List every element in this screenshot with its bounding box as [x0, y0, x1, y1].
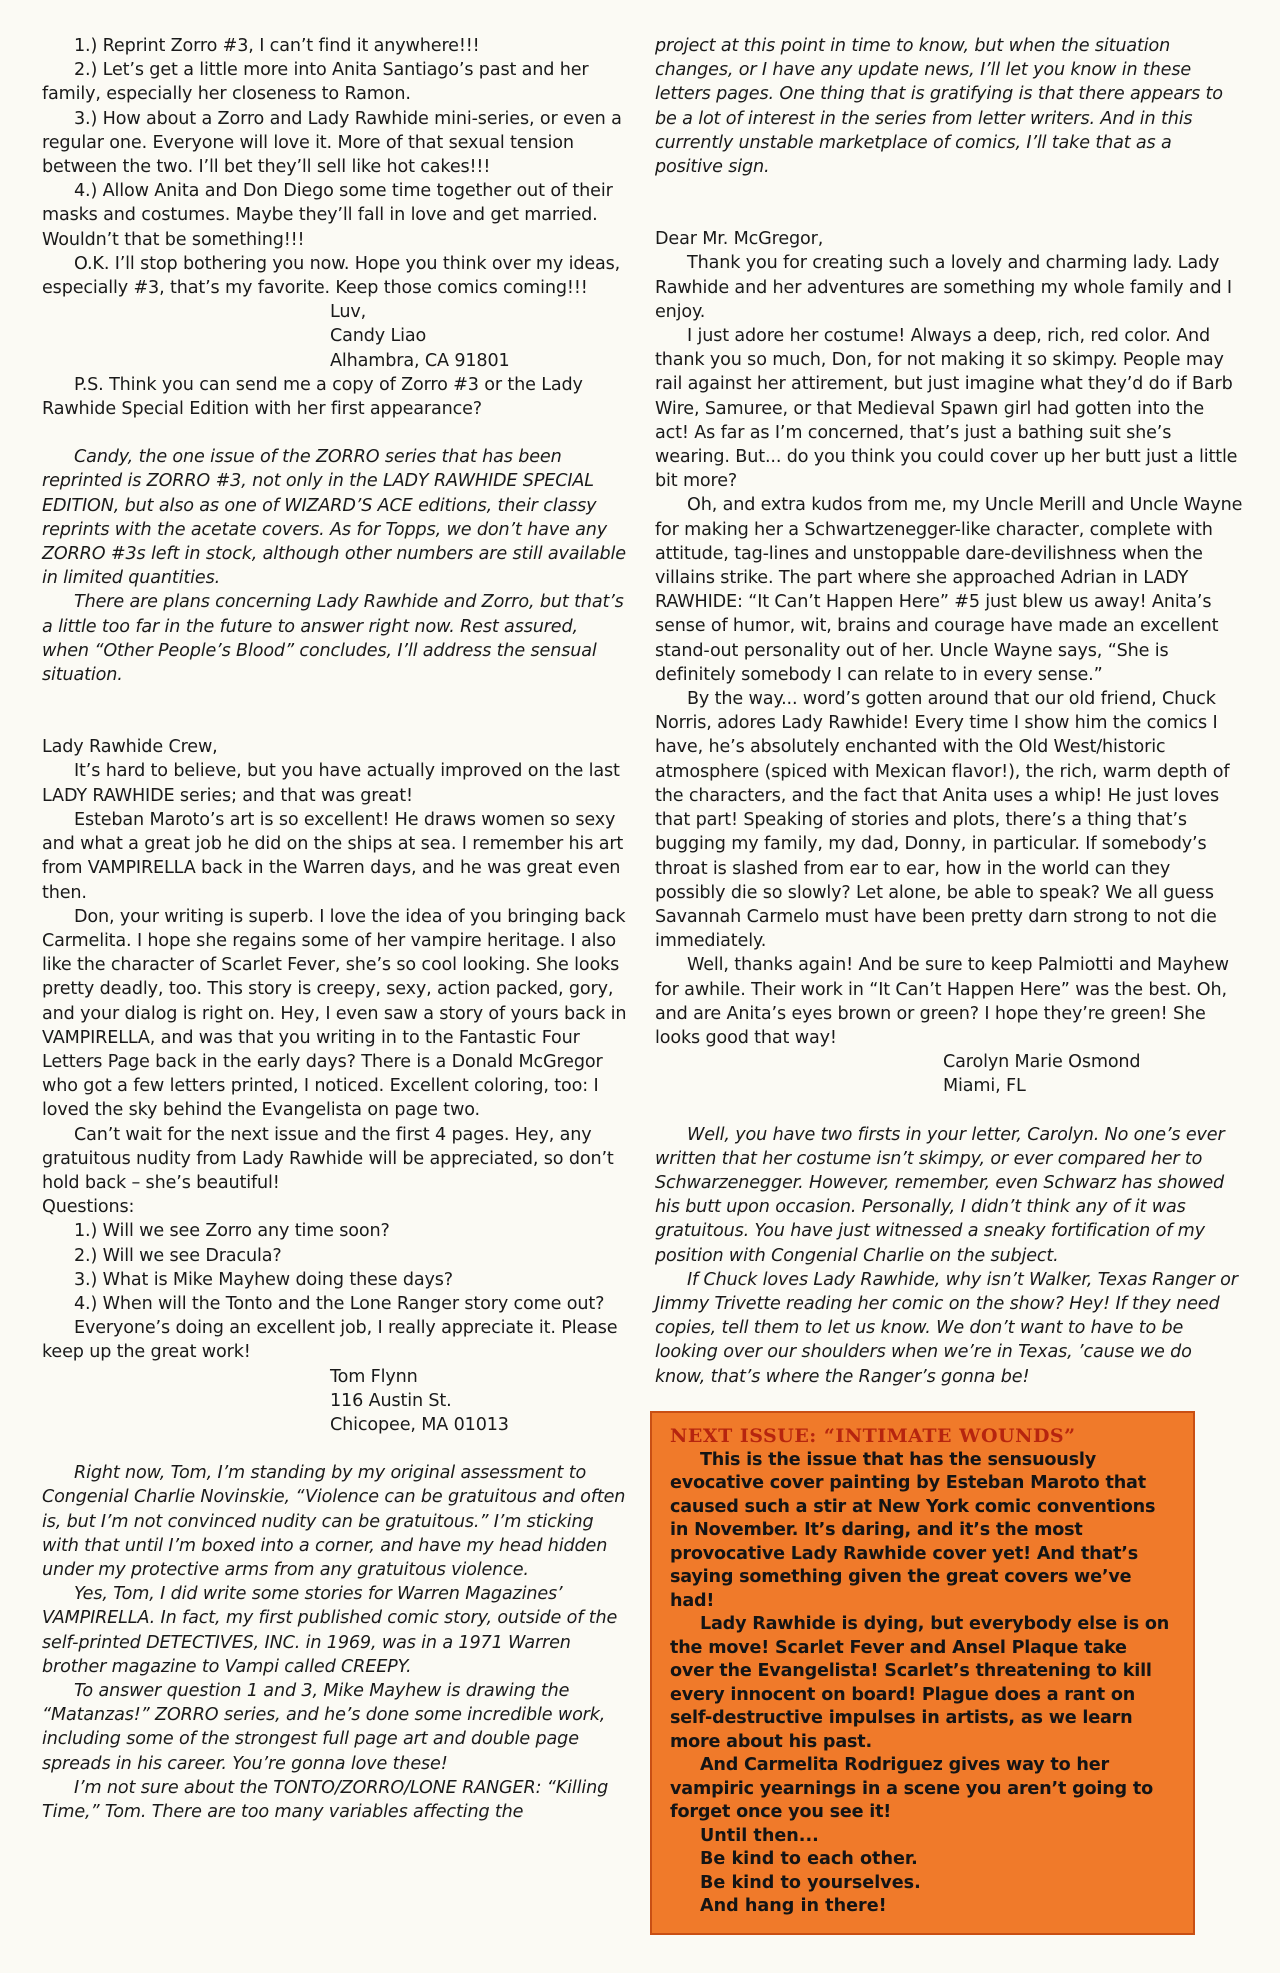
next-issue-closing-1: Until then...	[700, 1825, 819, 1846]
candy-item-2: 2.) Let’s get a little more into Anita Santiago’s past and her family, especially her closeness to Ramon.	[42, 60, 589, 105]
tom-city: Chicopee, MA 01013	[330, 1414, 509, 1435]
carolyn-salutation: Dear Mr. McGregor,	[655, 229, 824, 250]
carolyn-city: Miami, FL	[943, 1076, 1026, 1097]
reply-carolyn-2: If Chuck loves Lady Rawhide, why isn’t Walker, Texas Ranger or Jimmy Trivette reading her comic on the show? Hey! If they need copies, tell them to let us know. We don’t want to have to be looking over our shoulders when we’re in Texas, ’cause we do know, that’s where the Ranger’s gonna be!	[655, 1269, 1238, 1387]
carolyn-name: Carolyn Marie Osmond	[943, 1052, 1141, 1073]
next-issue-paragraph-1: This is the issue that has the sensuously evocative cover painting by Esteban Maroto that caused such a stir at New York comic conventions in November. It’s daring, and it’s the most provocative Lady Rawhide cover yet! And that’s saying something given the great covers we’ve had!	[670, 1449, 1156, 1611]
tom-question-2: 2.) Will we see Dracula?	[74, 1245, 282, 1266]
next-issue-closing-3: Be kind to yourselves.	[700, 1872, 921, 1893]
tom-question-3: 3.) What is Mike Mayhew doing these days?	[74, 1269, 453, 1290]
candy-ps: P.S. Think you can send me a copy of Zorro #3 or the Lady Rawhide Special Edition with her first appearance?	[42, 374, 583, 420]
tom-paragraph-1: It’s hard to believe, but you have actually improved on the last LADY RAWHIDE series; and that was great!	[42, 761, 620, 806]
left-column	[42, 34, 627, 1824]
reply-carolyn-1: Well, you have two firsts in your letter, Carolyn. No one’s ever written that her costume isn’t skimpy, or ever compared her to Schwarzenegger. However, remember, even Schwarz has showed his butt upon occasion. Personally, I didn’t think any of it was gratuitous. You have just witnessed a sneaky fortification of my position with Congenial Charlie on the subject.	[655, 1124, 1225, 1266]
tom-closing: Everyone’s doing an excellent job, I really appreciate it. Please keep up the great work!	[42, 1318, 618, 1363]
reply-candy-2: There are plans concerning Lady Rawhide and Zorro, but that’s a little too far in the future to answer right now. Rest assured, when “Other People’s Blood” concludes, I’ll address the sensual situation.	[42, 592, 624, 686]
reply-candy-1: Candy, the one issue of the ZORRO series that has been reprinted is ZORRO #3, not only in the LADY RAWHIDE SPECIAL EDITION, but also as one of WIZARD’S ACE editions, their classy reprints with the acetate covers. As for Topps, we don’t have any ZORRO #3s left in stock, although other numbers are still available in limited quantities.	[42, 447, 626, 589]
candy-name: Candy Liao	[330, 326, 427, 347]
next-issue-title: NEXT ISSUE: “INTIMATE WOUNDS”	[670, 1424, 1076, 1447]
next-issue-paragraph-3: And Carmelita Rodriguez gives way to her vampiric yearnings in a scene you aren’t going to forget once you see it!	[670, 1755, 1153, 1823]
reply-tom-4: I’m not sure about the TONTO/ZORRO/LONE RANGER: “Killing Time,” Tom. There are too many variables affecting the	[42, 1777, 609, 1823]
tom-paragraph-3: Don, your writing is superb. I love the idea of you bringing back Carmelita. I hope she regains some of her vampire heritage. I also like the character of Scarlet Fever, she’s so cool looking. She looks pretty deadly, too. This story is creepy, sexy, action packed, gory, and your dialog is right on. Hey, I even saw a story of yours back in VAMPIRELLA, and was that you writing in to the Fantastic Four Letters Page back in the early days? There is a Donald McGregor who got a few letters printed, I noticed. Excellent coloring, too: I loved the sky behind the Evangelista on page two.	[42, 906, 627, 1121]
next-issue-paragraph-2: Lady Rawhide is dying, but everybody else is on the move! Scarlet Fever and Ansel Plaque take over the Evangelista! Scarlet’s threatening to kill every innocent on board! Plague does a rant on self-destructive impulses in artists, as we learn more about his past.	[670, 1614, 1170, 1752]
tom-question-1: 1.) Will we see Zorro any time soon?	[74, 1221, 390, 1242]
tom-paragraph-2: Esteban Maroto’s art is so excellent! He draws women so sexy and what a great job he did on the ships at sea. I remember his art from VAMPIRELLA back in the Warren days, and he was great even then.	[42, 809, 624, 903]
next-issue-closing-4: And hang in there!	[700, 1896, 887, 1917]
reply-continued: project at this point in time to know, but when the situation changes, or I have any update news, I’ll let you know in these letters pages. One thing that is gratifying is that there appears to be a lot of interest in the series from letter writers. And in this currently unstable marketplace of comics, I’ll take that as a positive sign.	[655, 36, 1223, 178]
carolyn-paragraph-2: I just adore her costume! Always a deep, rich, red color. And thank you so much, Don, for not making it so skimpy. People may rail against her attirement, but just imagine what they’d do if Barb Wire, Samuree, or that Medieval Spawn girl had gotten into the act! As far as I’m concerned, that’s just a bathing suit she’s wearing. But... do you think you could cover up her butt just a little bit more?	[655, 326, 1238, 492]
tom-question-4: 4.) When will the Tonto and the Lone Ranger story come out?	[74, 1293, 605, 1314]
candy-item-5: O.K. I’ll stop bothering you now. Hope you think over my ideas, especially #3, that’s my favorite. Keep those comics coming!!!	[42, 253, 621, 299]
carolyn-paragraph-1: Thank you for creating such a lovely and charming lady. Lady Rawhide and her adventures are something my whole family and I enjoy.	[655, 253, 1232, 322]
tom-street: 116 Austin St.	[330, 1390, 452, 1411]
carolyn-paragraph-5: Well, thanks again! And be sure to keep Palmiotti and Mayhew for awhile. Their work in “It Can’t Happen Here” was the best. Oh, and are Anita’s eyes brown or green? I hope they’re green! She looks good that way!	[655, 955, 1229, 1048]
candy-city: Alhambra, CA 91801	[330, 350, 510, 371]
candy-item-3: 3.) How about a Zorro and Lady Rawhide mini-series, or even a regular one. Everyone will love it. More of that sexual tension between the two. I’ll bet they’ll sell like hot cakes!!!	[42, 108, 622, 178]
reply-tom-3: To answer question 1 and 3, Mike Mayhew is drawing the “Matanzas!” ZORRO series, and he’s done some incredible work, including some of the strongest full page art and double page spreads in his career. You’re gonna love these!	[42, 1681, 606, 1774]
carolyn-paragraph-4: By the way... word’s gotten around that our old friend, Chuck Norris, adores Lady Rawhide! Every time I show him the comics I have, he’s absolutely enchanted with the Old West/historic atmosphere (spiced with Mexican flavor!), the rich, warm depth of the characters, and the fact that Anita uses a whip! He just loves that part! Speaking of stories and plots, there’s a thing that’s bugging my family, my dad, Donny, in particular. If somebody’s throat is slashed from ear to ear, how in the world can they possibly die so slowly? Let alone, be able to speak? We all guess Savannah Carmelo must have been pretty darn strong to not die immediately.	[655, 689, 1230, 952]
tom-questions-label: Questions:	[42, 1197, 135, 1218]
candy-item-4: 4.) Allow Anita and Don Diego some time together out of their masks and costumes. Maybe they’ll fall in love and get married. Wouldn’t that be something!!!	[42, 181, 613, 250]
next-issue-closing-2: Be kind to each other.	[700, 1849, 918, 1870]
tom-salutation: Lady Rawhide Crew,	[42, 737, 218, 758]
next-issue-box	[650, 1411, 1195, 1935]
carolyn-paragraph-3: Oh, and extra kudos from me, my Uncle Merill and Uncle Wayne for making her a Schwartzenegger-like character, complete with attitude, tag-lines and unstoppable dare-devilishness when the villains strike. The part where she approached Adrian in LADY RAWHIDE: “It Can’t Happen Here” #5 just blew us away! Anita’s sense of humor, wit, brains and courage have made an excellent stand-out personality out of her. Uncle Wayne says, “She is definitely somebody I can relate to in every sense.”	[655, 495, 1243, 685]
candy-item-1: 1.) Reprint Zorro #3, I can’t find it anywhere!!!	[74, 36, 480, 56]
reply-tom-2: Yes, Tom, I did write some stories for Warren Magazines’ VAMPIRELLA. In fact, my first published comic story, outside of the self-printed DETECTIVES, INC. in 1969, was in a 1971 Warren brother magazine to Vampi called CREEPY.	[42, 1584, 618, 1677]
tom-name: Tom Flynn	[330, 1366, 418, 1387]
reply-tom-1: Right now, Tom, I’m standing by my original assessment to Congenial Charlie Novinskie, “Violence can be gratuitous and often is, but I’m not convinced nudity can be gratuitous.” I’m sticking with that until I’m boxed into a corner, and have my head hidden under my protective arms from any gratuitous violence.	[42, 1463, 626, 1580]
candy-signoff: Luv,	[330, 302, 367, 323]
tom-paragraph-4: Can’t wait for the next issue and the first 4 pages. Hey, any gratuitous nudity from Lady Rawhide will be appreciated, so don’t hold back – she’s beautiful!	[42, 1124, 614, 1193]
right-column	[655, 34, 1243, 1935]
